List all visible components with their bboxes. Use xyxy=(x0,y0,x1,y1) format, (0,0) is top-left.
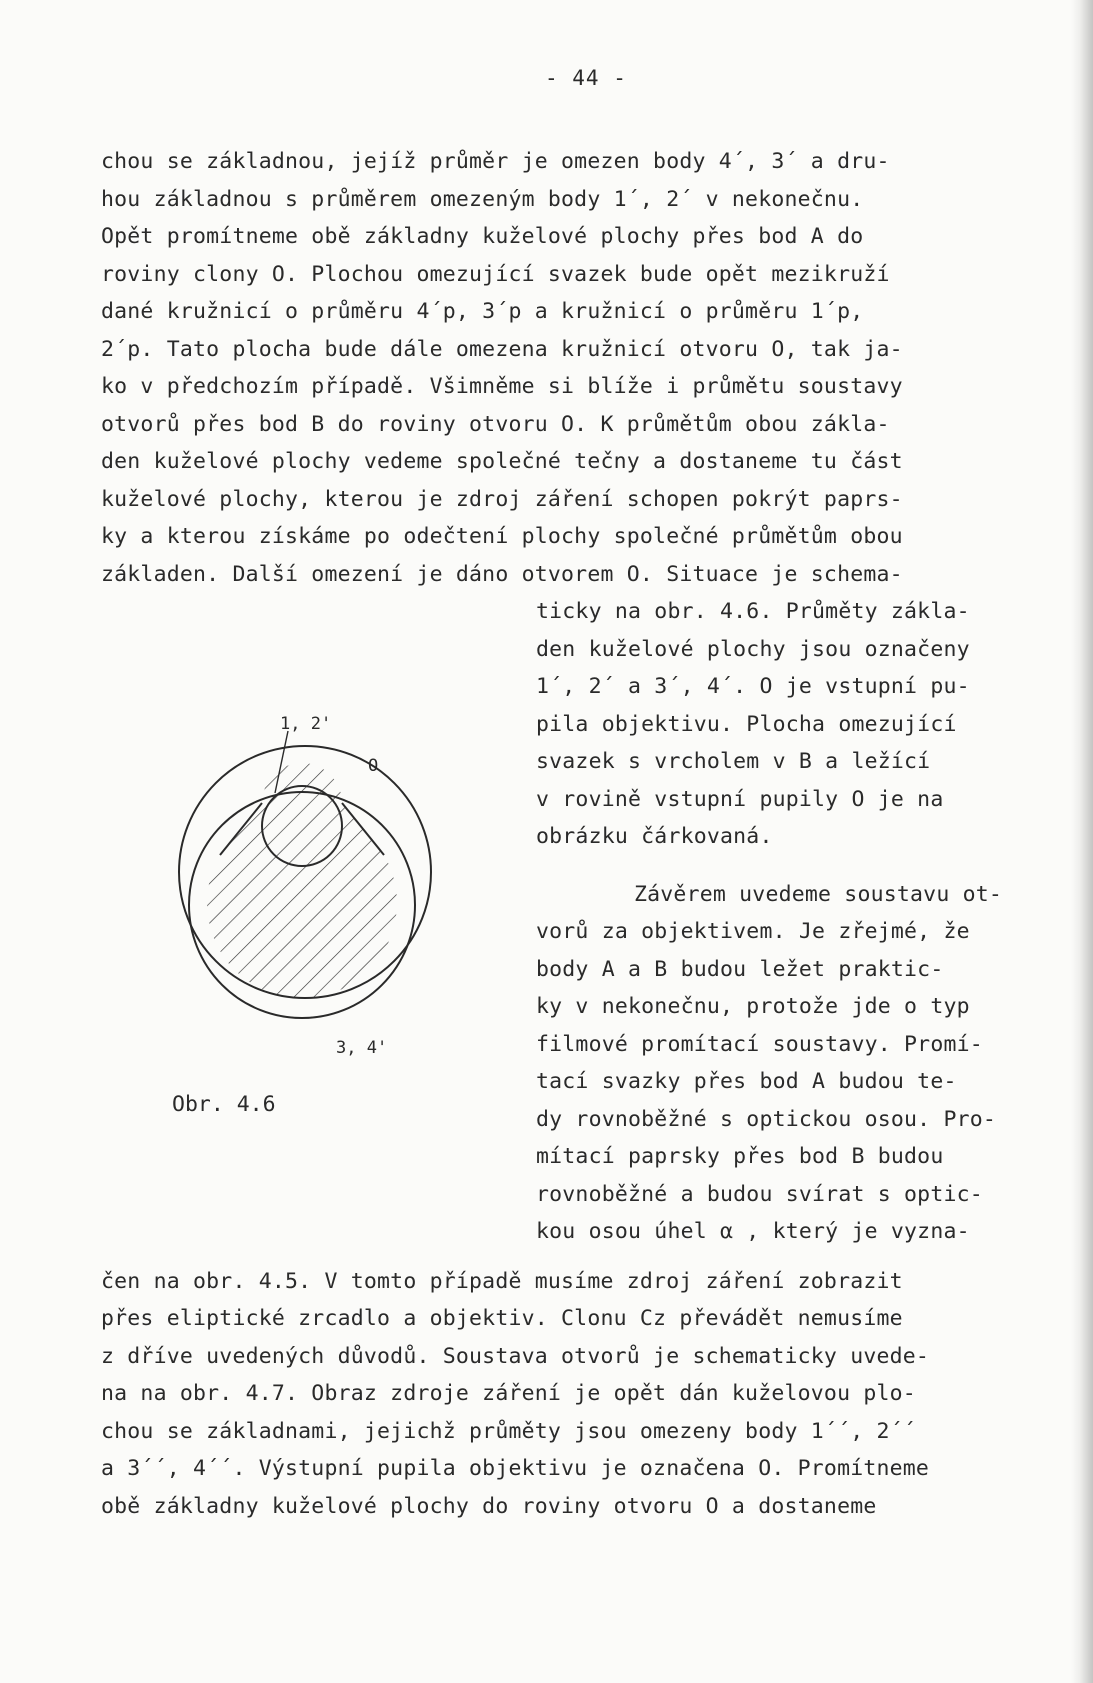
label-aperture-o: O xyxy=(368,756,379,776)
text-line: na na obr. 4.7. Obraz zdroje záření je opět dán kuželovou plo- xyxy=(101,1381,916,1406)
text-line: Opět promítneme obě základny kuželové plochy přes bod A do xyxy=(101,224,864,249)
label-large-circle: 3, 4' xyxy=(336,1038,388,1058)
page-edge-shadow xyxy=(1071,0,1093,1683)
text-line: základen. Další omezení je dáno otvorem O. Situace je schema- xyxy=(101,562,903,587)
text-line: čen na obr. 4.5. V tomto případě musíme zdroj záření zobrazit xyxy=(101,1269,903,1294)
text-line: Závěrem uvedeme soustavu ot- xyxy=(634,882,1003,907)
figure-caption: Obr. 4.6 xyxy=(172,1092,276,1117)
text-line: kou osou úhel α , který je vyzna- xyxy=(536,1219,970,1244)
text-line: v rovině vstupní pupily O je na xyxy=(536,787,944,812)
text-line: den kuželové plochy vedeme společné tečny a dostaneme tu část xyxy=(101,449,903,474)
text-line: 1´, 2´ a 3´, 4´. O je vstupní pu- xyxy=(536,674,970,699)
text-line: ko v předchozím případě. Všimněme si blíže i průmětu soustavy xyxy=(101,374,903,399)
text-line: dy rovnoběžné s optickou osou. Pro- xyxy=(536,1107,997,1132)
text-line: svazek s vrcholem v B a ležící xyxy=(536,749,931,774)
text-line: roviny clony O. Plochou omezující svazek bude opět mezikruží xyxy=(101,262,890,287)
text-line: ky a kterou získáme po odečtení plochy společné průmětům obou xyxy=(101,524,903,549)
text-line: chou se základnami, jejichž průměty jsou omezeny body 1´´, 2´´ xyxy=(101,1419,916,1444)
text-line: chou se základnou, jejíž průměr je omezen body 4´, 3´ a dru- xyxy=(101,149,890,174)
figure-4-6 xyxy=(150,705,510,1065)
text-line: pila objektivu. Plocha omezující xyxy=(536,712,957,737)
text-line: tací svazky přes bod A budou te- xyxy=(536,1069,957,1094)
text-line: body A a B budou ležet praktic- xyxy=(536,957,944,982)
circles-diagram xyxy=(150,705,510,1065)
page-number: - 44 - xyxy=(545,66,627,90)
text-line: kuželové plochy, kterou je zdroj záření schopen pokrýt paprs- xyxy=(101,487,903,512)
text-line: mítací paprsky přes bod B budou xyxy=(536,1144,944,1169)
text-line: ticky na obr. 4.6. Průměty zákla- xyxy=(536,599,970,624)
text-line: den kuželové plochy jsou označeny xyxy=(536,637,970,662)
text-line: ky v nekonečnu, protože jde o typ xyxy=(536,994,970,1019)
text-line: otvorů přes bod B do roviny otvoru O. K průmětům obou zákla- xyxy=(101,412,890,437)
text-line: vorů za objektivem. Je zřejmé, že xyxy=(536,919,970,944)
text-line: přes eliptické zrcadlo a objektiv. Clonu Cz převádět nemusíme xyxy=(101,1306,903,1331)
text-line: dané kružnicí o průměru 4´p, 3´p a kružnicí o průměru 1´p, xyxy=(101,299,864,324)
text-line: hou základnou s průměrem omezeným body 1´, 2´ v nekonečnu. xyxy=(101,187,864,212)
text-line: 2´p. Tato plocha bude dále omezena kružnicí otvoru O, tak ja- xyxy=(101,337,903,362)
text-line: obrázku čárkovaná. xyxy=(536,824,773,849)
label-small-circle: 1, 2' xyxy=(280,714,332,734)
text-line: a 3´´, 4´´. Výstupní pupila objektivu je označena O. Promítneme xyxy=(101,1456,930,1481)
text-line: obě základny kuželové plochy do roviny otvoru O a dostaneme xyxy=(101,1494,877,1519)
text-line: z dříve uvedených důvodů. Soustava otvorů je schematicky uvede- xyxy=(101,1344,930,1369)
text-line: rovnoběžné a budou svírat s optic- xyxy=(536,1182,983,1207)
small-circle xyxy=(262,786,342,866)
text-line: filmové promítací soustavy. Promí- xyxy=(536,1032,983,1057)
